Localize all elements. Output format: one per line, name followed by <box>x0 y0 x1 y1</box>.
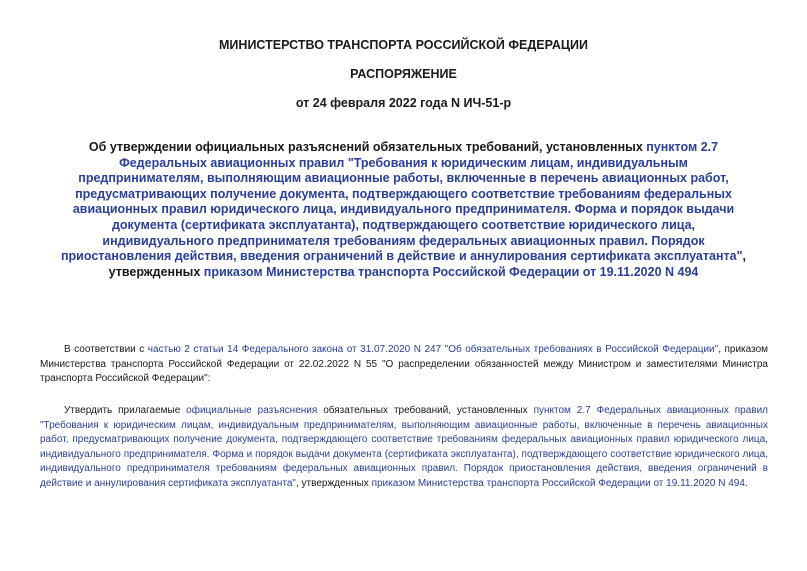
document-date-number: от 24 февраля 2022 года N ИЧ-51-р <box>295 96 512 110</box>
paragraph2-link-clause-2-7[interactable]: пунктом 2.7 Федеральных авиационных правил "Требования к юридическим лицам, индивидуальным предпринимателям, выполняющим авиационные работы, включенные в перечень авиационных работ, предусматривающих получение документа, подтверждающего соответствие требованиям федеральных авиационных правил юридического лица, индивидуального предпринимателя. Форма и порядок выдачи документа (сертификата эксплуатанта), подтверждающего соответствие юридического лица, индивидуального предпринимателя требованиям федеральных авиационных правил. Порядок приостановления действия, введения ограничений в действие и аннулирования сертификата эксплуатанта" <box>40 405 769 489</box>
title-link-order-494[interactable]: приказом Министерства транспорта Российской Федерации от 19.11.2020 N 494 <box>203 264 699 279</box>
title-text-2: , утвержденных <box>108 249 746 279</box>
ministry-heading: МИНИСТЕРСТВО ТРАНСПОРТА РОССИЙСКОЙ ФЕДЕРАЦИИ <box>219 38 588 52</box>
paragraph1-text-2: , приказом Министерства транспорта Российской Федерации от 22.02.2022 N 55 "О распределении обязанностей между Министром и заместителями Министра транспорта Российской Федерации": <box>40 344 769 385</box>
paragraph2-link-official-clarifications[interactable]: официальные разъяснения <box>186 405 318 416</box>
paragraph-basis <box>40 343 768 387</box>
paragraph2-link-order-494[interactable]: приказом Министерства транспорта Российской Федерации от 19.11.2020 N 494 <box>371 477 745 489</box>
paragraph1-link-federal-law-247[interactable]: частью 2 статьи 14 Федерального закона от 31.07.2020 N 247 "Об обязательных требованиях в Российской Федерации" <box>147 344 719 355</box>
paragraph2-text-1: Утвердить прилагаемые <box>64 405 187 416</box>
title-link-clause-2-7[interactable]: пунктом 2.7 Федеральных авиационных правил "Требования к юридическим лицам, индивидуальным предпринимателям, выполняющим авиационные работы, включенные в перечень авиационных работ, предусматривающих получение документа, подтверждающего соответствие требованиям федеральных авиационных правил юридического лица, индивидуального предпринимателя. Форма и порядок выдачи документа (сертификата эксплуатанта), подтверждающего соответствие юридического лица, индивидуального предпринимателя требованиям федеральных авиационных правил. Порядок приостановления действия, введения ограничений в действие и аннулирования сертификата эксплуатанта" <box>61 140 743 264</box>
document-title <box>55 140 752 280</box>
title-text-1: Об утверждении официальных разъяснений обязательных требований, установленных <box>88 140 647 154</box>
document-type-heading: РАСПОРЯЖЕНИЕ <box>350 67 457 81</box>
paragraph2-text-2: обязательных требований, установленных <box>317 405 534 416</box>
paragraph2-text-4: . <box>744 477 748 489</box>
paragraph-approve <box>40 404 768 492</box>
paragraph1-text-1: В соответствии с <box>64 344 148 355</box>
paragraph2-text-3: , утвержденных <box>296 477 372 489</box>
